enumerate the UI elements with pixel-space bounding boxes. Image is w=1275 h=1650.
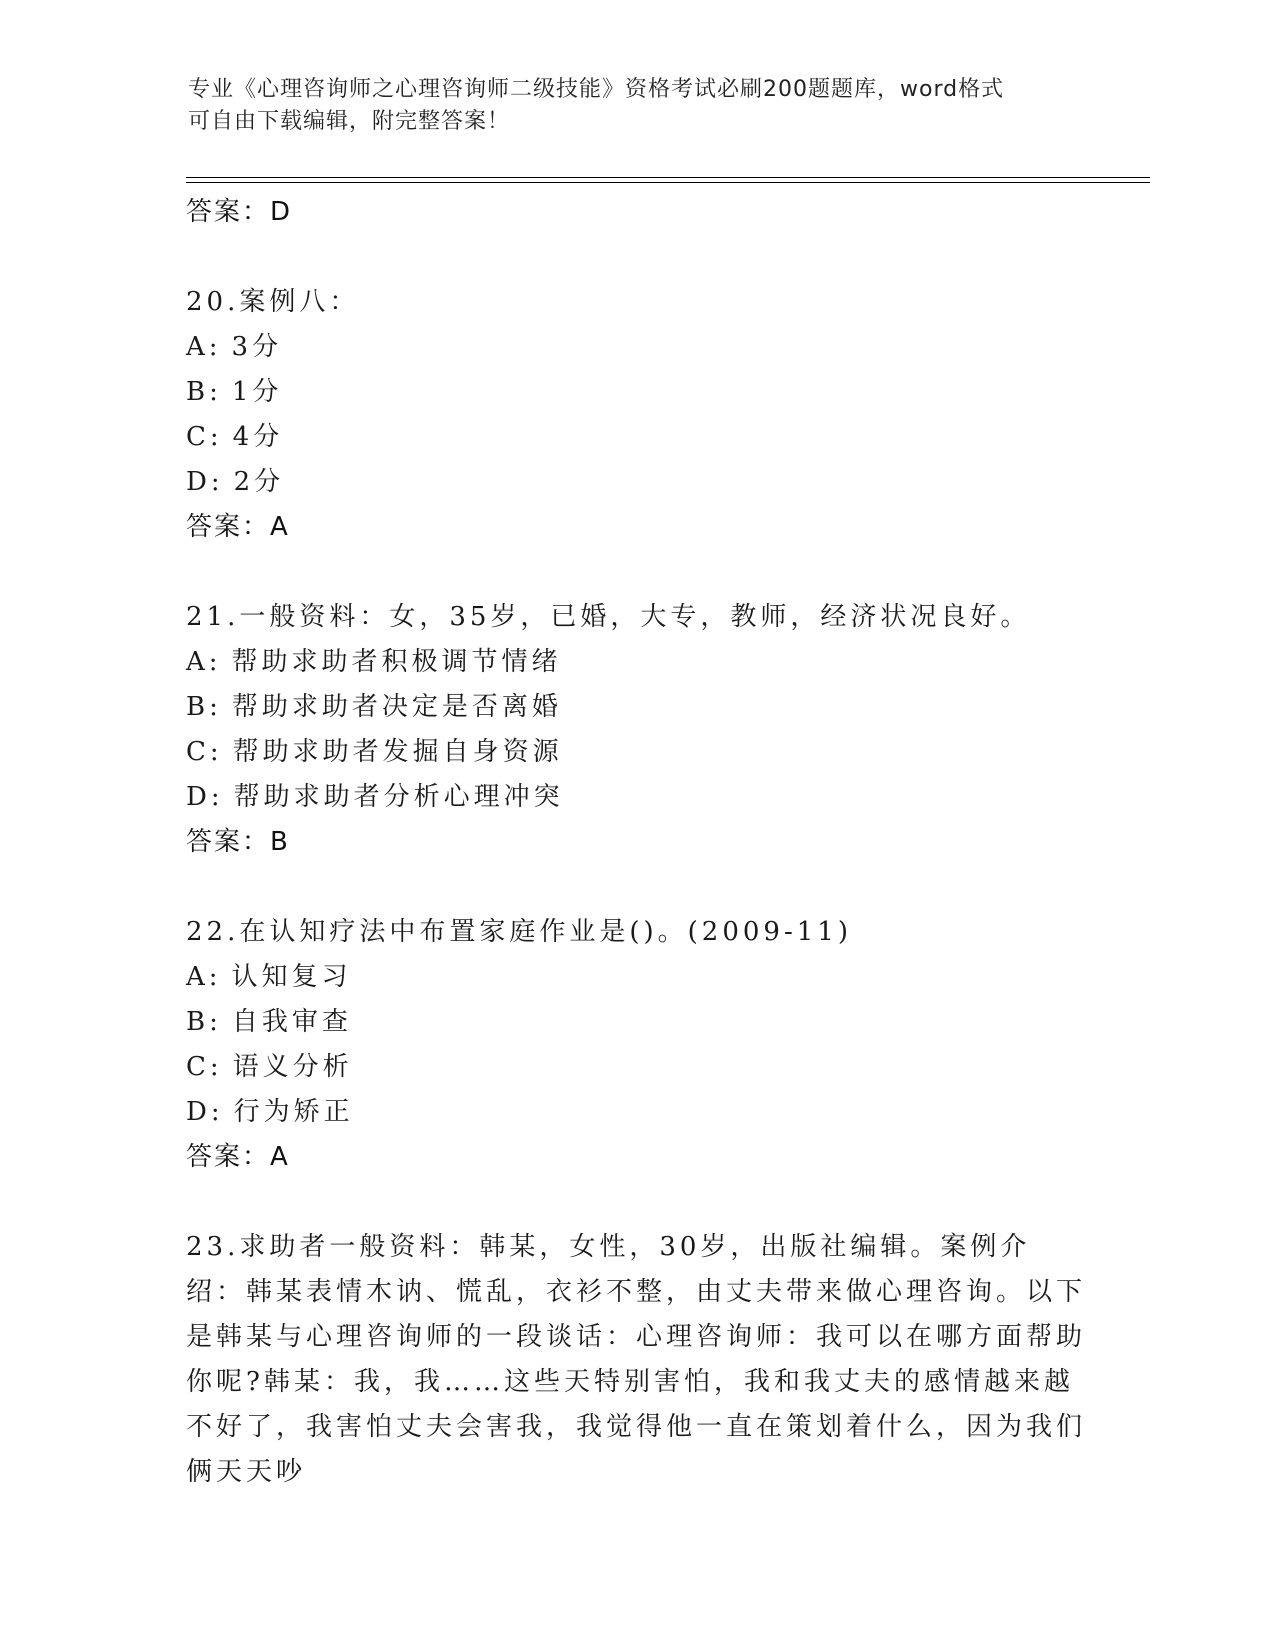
option-text: 自我审查 [231,1007,352,1037]
option-text: 认知复习 [231,962,352,992]
option-key: C: [186,422,223,452]
header-line-1: 专业《心理咨询师之心理咨询师二级技能》资格考试必刷200题题库，word格式 [188,77,1005,102]
option-a [186,955,1086,1000]
option-text: 2分 [233,467,285,497]
header-rule-top [186,177,1150,178]
option-key: D: [186,467,224,497]
question-22 [186,910,1086,1180]
option-text: 1分 [231,377,283,407]
question-list [186,190,1086,1495]
option-c [186,415,1086,460]
header-rule-bottom [186,182,1150,183]
option-a [186,640,1086,685]
option-text: 行为矫正 [233,1097,354,1127]
option-text: 4分 [232,422,284,452]
question-text: 20.案例八： [186,287,360,317]
option-a [186,325,1086,370]
option-text: 帮助求助者发掘自身资源 [232,737,563,767]
option-key: D: [186,782,224,812]
question-text: 22.在认知疗法中布置家庭作业是()。(2009-11) [186,917,852,947]
answer-line: 答案：A [186,1142,290,1172]
option-d [186,460,1086,505]
option-key: A: [186,332,222,362]
answer-line: 答案：B [186,827,290,857]
option-d [186,775,1086,820]
header-line-2: 可自由下载编辑，附完整答案！ [188,109,511,134]
option-text: 帮助求助者分析心理冲突 [233,782,564,812]
option-key: C: [186,1052,223,1082]
option-c [186,730,1086,775]
option-key: A: [186,647,222,677]
option-text: 帮助求助者决定是否离婚 [231,692,562,722]
option-text: 帮助求助者积极调节情绪 [231,647,562,677]
question-text: 23.求助者一般资料：韩某，女性，30岁，出版社编辑。案例介绍：韩某表情木讷、慌乱，衣衫不整，由丈夫带来做心理咨询。以下是韩某与心理咨询师的一段谈话：心理咨询师：我可以在哪方面帮助你呢?韩某：我，我……这些天特别害怕，我和我丈夫的感情越来越不好了，我害怕丈夫会害我，我觉得他一直在策划着什么，因为我们俩天天吵 [186,1232,1087,1487]
question-text: 21.一般资料：女，35岁，已婚，大专，教师，经济状况良好。 [186,602,1031,632]
option-key: B: [186,1007,222,1037]
previous-answer: 答案：D [186,197,293,227]
option-text: 3分 [231,332,283,362]
option-key: B: [186,377,222,407]
option-key: D: [186,1097,224,1127]
option-d [186,1090,1086,1135]
option-key: B: [186,692,222,722]
question-20 [186,280,1086,550]
answer-line: 答案：A [186,512,290,542]
question-21 [186,595,1086,865]
option-c [186,1045,1086,1090]
option-key: A: [186,962,222,992]
option-text: 语义分析 [232,1052,353,1082]
question-23 [186,1225,1086,1495]
page-header [188,74,1068,138]
option-key: C: [186,737,223,767]
option-b [186,370,1086,415]
option-b [186,1000,1086,1045]
option-b [186,685,1086,730]
